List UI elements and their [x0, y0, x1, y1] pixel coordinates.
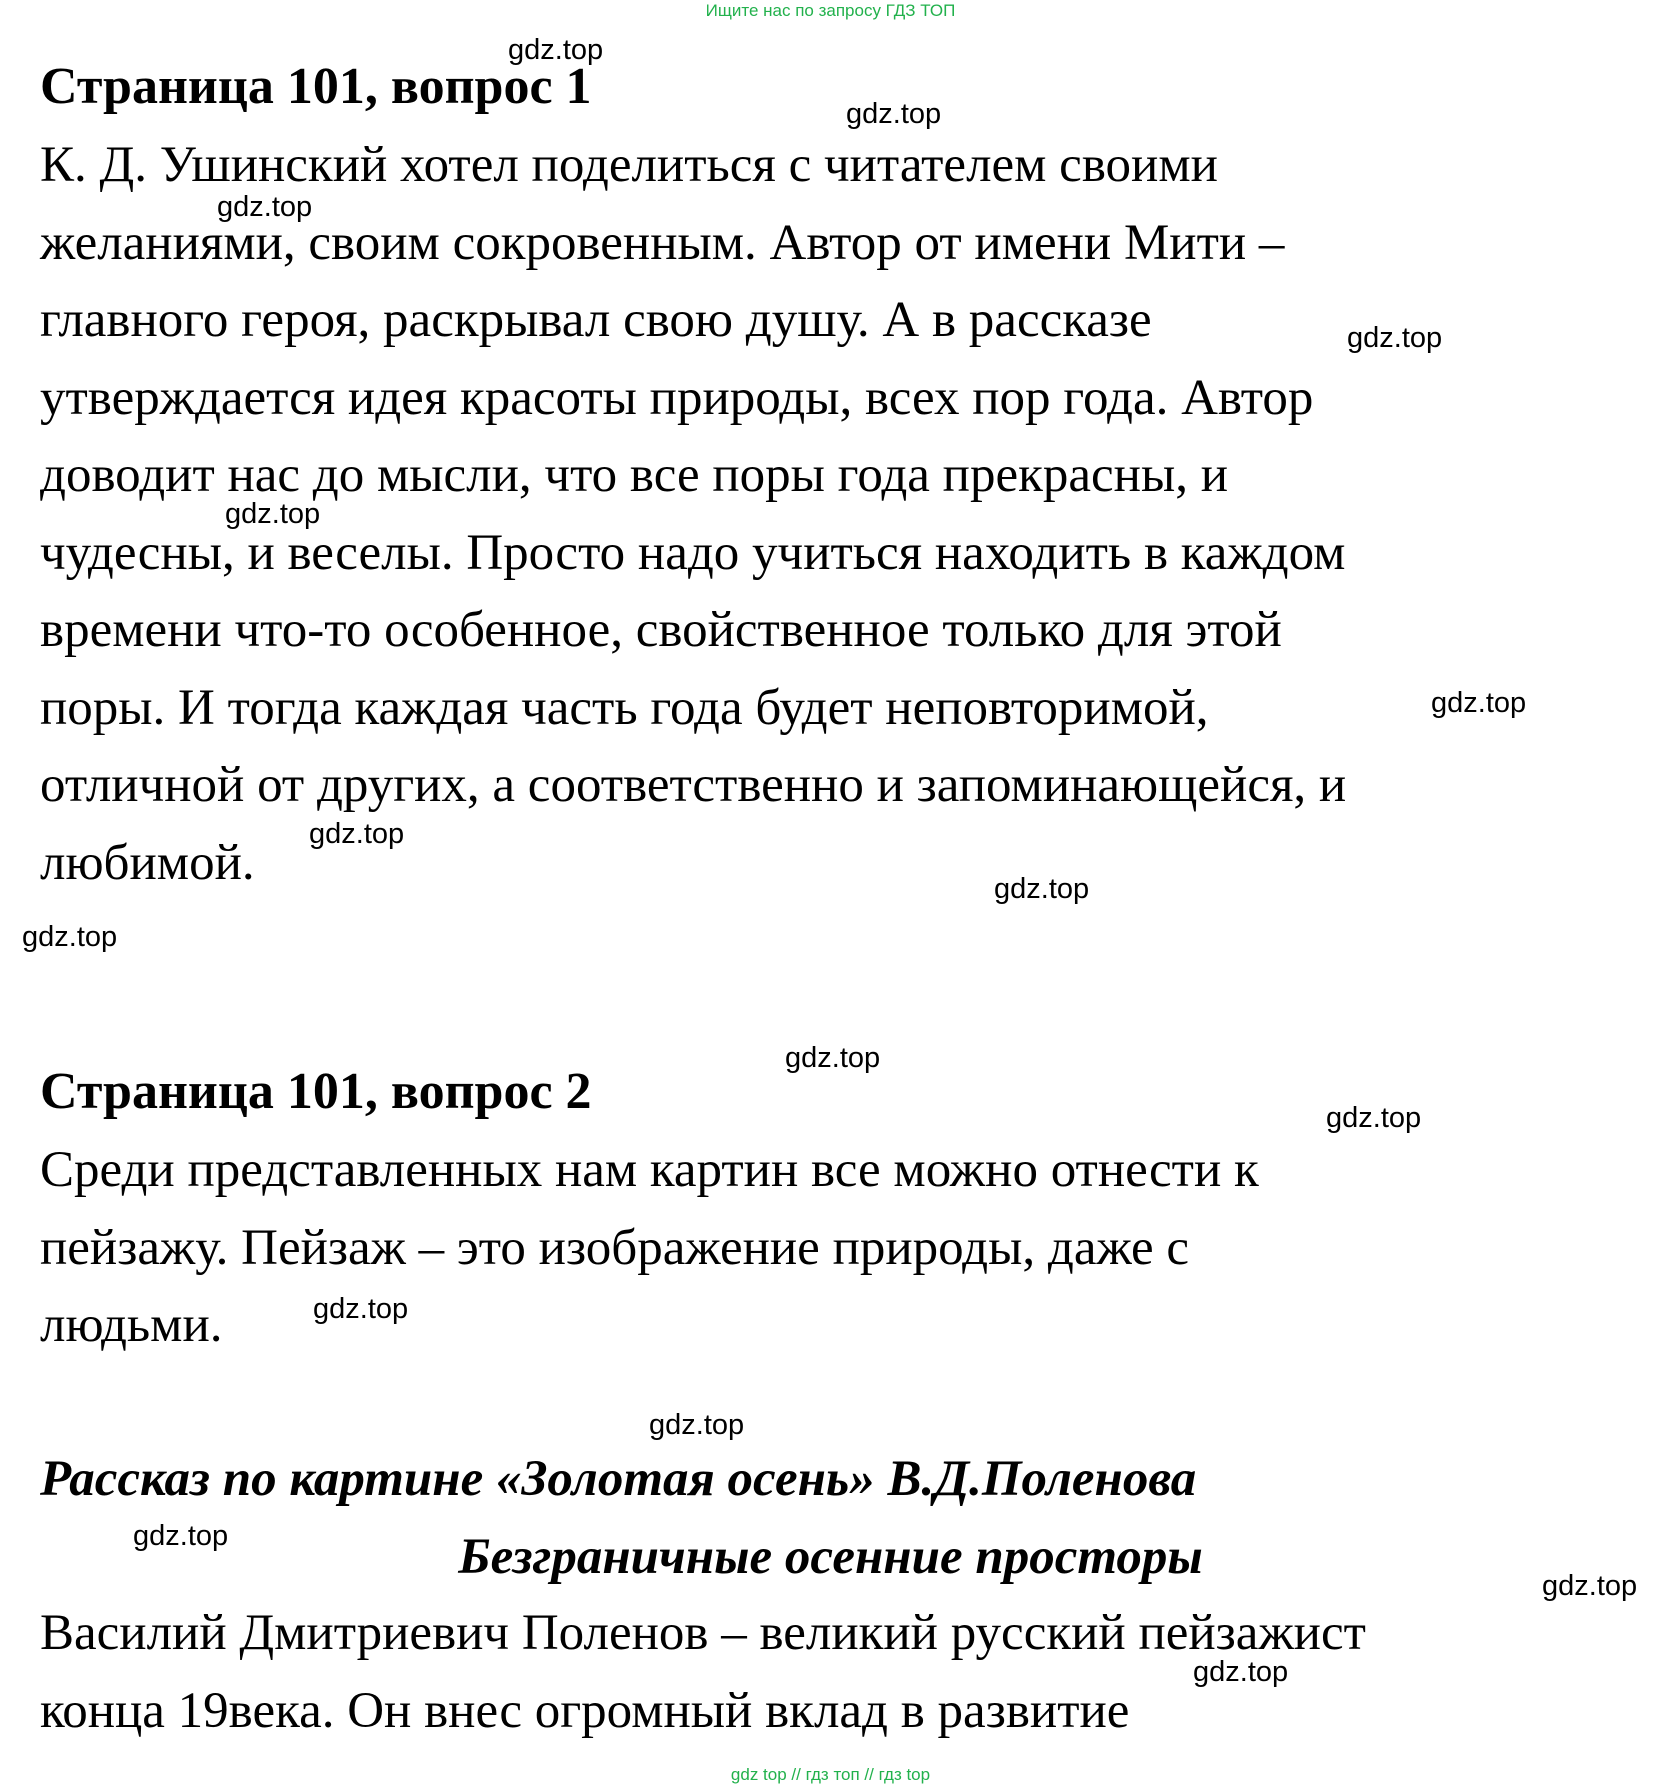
- paragraph-line: главного героя, раскрывал свою душу. А в рассказе: [40, 292, 1152, 348]
- footer-banner: gdz top // гдз топ // гдз top: [730, 1765, 931, 1784]
- watermark: gdz.top: [1326, 1102, 1422, 1134]
- story-paragraph: [40, 1595, 1640, 1750]
- paragraph-line: отличной от других, а соответственно и запоминающейся, и: [40, 757, 1347, 813]
- paragraph-line: Среди представленных нам картин все можно отнести к: [40, 1142, 1259, 1198]
- watermark: gdz.top: [22, 921, 118, 953]
- watermark: gdz.top: [225, 498, 321, 530]
- watermark: gdz.top: [1347, 322, 1443, 354]
- watermark: gdz.top: [649, 1409, 745, 1441]
- watermark: gdz.top: [508, 34, 604, 66]
- watermark: gdz.top: [217, 191, 313, 223]
- paragraph-line: Василий Дмитриевич Поленов – великий русский пейзажист: [40, 1605, 1366, 1661]
- watermark: gdz.top: [785, 1042, 881, 1074]
- section2-heading: Страница 101, вопрос 2: [40, 1063, 592, 1120]
- paragraph-line: любимой.: [40, 834, 255, 891]
- watermark: gdz.top: [1542, 1570, 1638, 1602]
- paragraph-line: времени что-то особенное, свойственное только для этой: [40, 602, 1282, 658]
- watermark: gdz.top: [994, 873, 1090, 905]
- watermark: gdz.top: [1193, 1656, 1289, 1688]
- top-banner: Ищите нас по запросу ГДЗ ТОП: [705, 1, 956, 20]
- watermark: gdz.top: [1431, 687, 1527, 719]
- story-subtitle: Безграничные осенние просторы: [458, 1529, 1203, 1585]
- section2-paragraph: [40, 1132, 1640, 1365]
- watermark: gdz.top: [133, 1520, 229, 1552]
- paragraph-line: поры. И тогда каждая часть года будет неповторимой,: [40, 679, 1209, 736]
- paragraph-line: чудесны, и веселы. Просто надо учиться находить в каждом: [40, 524, 1346, 581]
- paragraph-line: утверждается идея красоты природы, всех пор года. Автор: [40, 369, 1314, 426]
- paragraph-line: людьми.: [40, 1297, 223, 1353]
- story-title: Рассказ по картине «Золотая осень» В.Д.Поленова: [40, 1451, 1197, 1507]
- watermark: gdz.top: [313, 1293, 409, 1325]
- paragraph-line: конца 19века. Он внес огромный вклад в развитие: [40, 1682, 1130, 1739]
- paragraph-line: пейзажу. Пейзаж – это изображение природы, даже с: [40, 1219, 1190, 1276]
- watermark: gdz.top: [309, 818, 405, 850]
- paragraph-line: желаниями, своим сокровенным. Автор от имени Мити –: [40, 214, 1285, 271]
- paragraph-line: К. Д. Ушинский хотел поделиться с читателем своими: [40, 137, 1218, 193]
- watermark: gdz.top: [846, 98, 942, 130]
- section1-heading: Страница 101, вопрос 1: [40, 58, 592, 115]
- paragraph-line: доводит нас до мысли, что все поры года прекрасны, и: [40, 447, 1229, 503]
